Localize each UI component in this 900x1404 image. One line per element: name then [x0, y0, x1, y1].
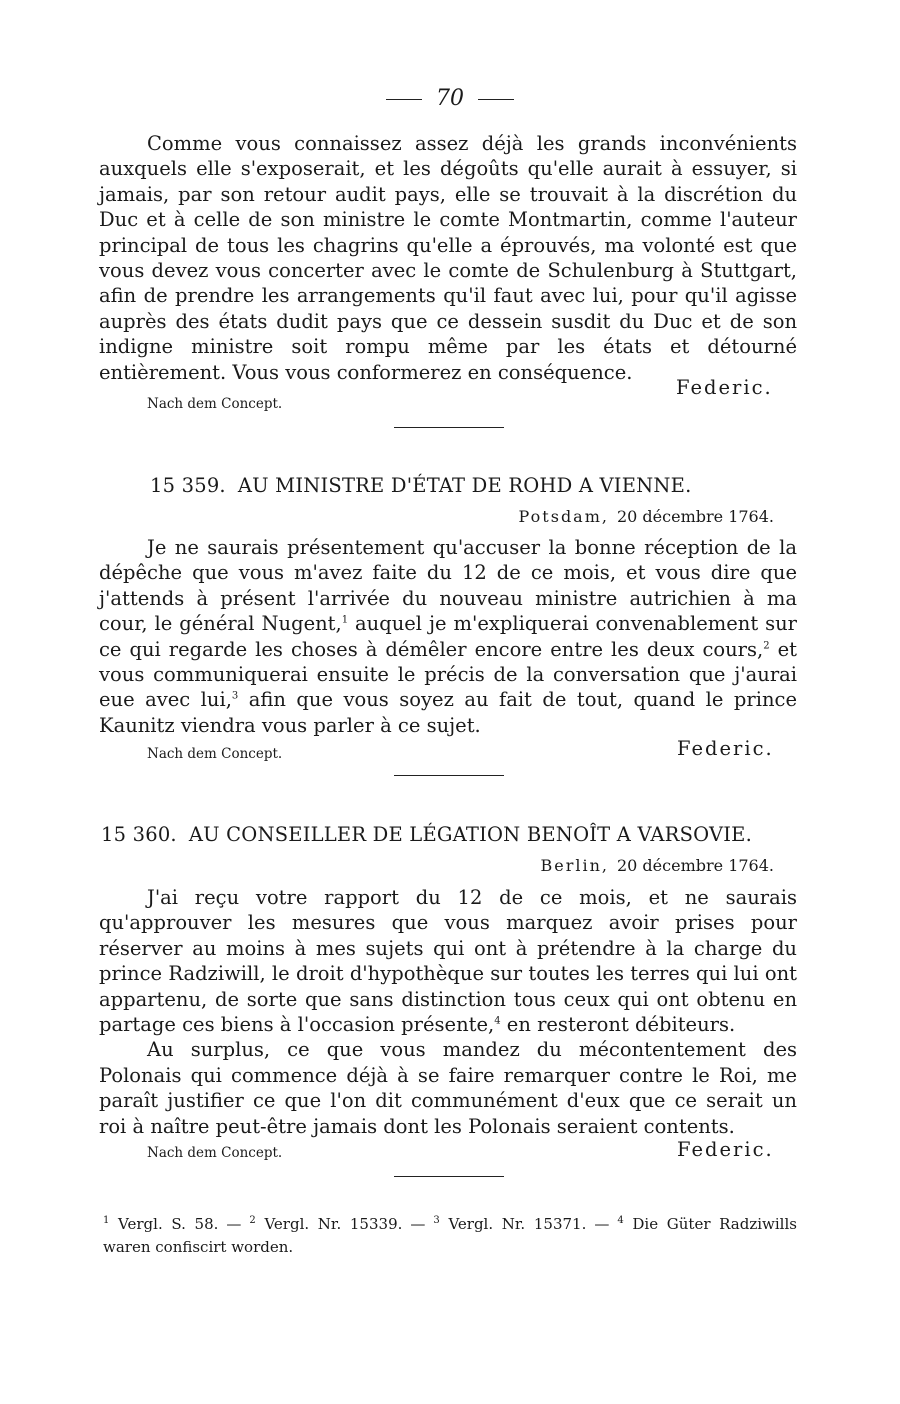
- footnote-text: Vergl. Nr. 15339.: [264, 1215, 403, 1233]
- page-number-text: 70: [436, 86, 464, 111]
- footnote-text: Die Güter Radziwills waren confiscirt worden.: [103, 1215, 797, 1256]
- paragraph-text: Je ne saurais présentement qu'accuser la bonne réception de la dépêche que vous m'avez faite du 12 de ce mois, et vous dire que j'attends à présent l'arrivée du nouveau ministre autrichien à ma cour, le général Nugent,: [99, 536, 797, 636]
- footnote-ref: 2: [763, 640, 770, 652]
- paragraph-text: J'ai reçu votre rapport du 12 de ce mois, et ne saurais qu'approuver les mesures que vous marquez avoir prises pour réserver au moins à mes sujets qui ont à prétendre à la charge du prince Radziwill, le droit d'hypothèque sur toutes les terres qui lui ont appartenu, de sorte que sans distinction tous ceux qui ont obtenu en partage ces biens à l'occasion présente,: [99, 886, 797, 1037]
- letter-heading: [150, 474, 848, 497]
- letter-continuation-paragraph: Comme vous connaissez assez déjà les grands inconvénients auxquels elle s'exposerait, et les dégoûts qu'elle aurait à essuyer, si jamais, par son retour audit pays, elle se trouvait à la discrétion du Duc et à celle de son ministre le comte Montmartin, comme l'auteur principal de tous les chagrins qu'elle a éprouvés, ma volonté est que vous devez vous concerter avec le comte de Schulenburg à Stuttgart, afin de prendre les arrangements qu'il faut avec lui, pour qu'il agisse auprès des états dudit pays que ce dessein susdit du Duc et de son indigne ministre soit rompu même par les états et détourné entièrement. Vous vous conformerez en conséquence.: [99, 132, 797, 384]
- letter-body: [99, 535, 797, 738]
- dateline: [540, 856, 774, 875]
- signature: Federic.: [676, 376, 773, 399]
- footnote-divider: [394, 1176, 504, 1177]
- footnote-number: 3: [433, 1215, 440, 1226]
- footnote-text: Vergl. Nr. 15371.: [448, 1215, 587, 1233]
- footnote-ref: 3: [231, 690, 239, 702]
- footnote-separator: —: [594, 1215, 610, 1233]
- source-note: Nach dem Concept.: [147, 396, 283, 412]
- letter-body: [99, 885, 797, 1139]
- letter-continuation: [99, 131, 797, 385]
- footnote-ref: 4: [494, 1015, 501, 1027]
- footnotes: [103, 1213, 797, 1259]
- dateline: [519, 507, 774, 526]
- dateline-place: Berlin,: [540, 856, 609, 875]
- section-divider: [394, 775, 504, 776]
- dateline-place: Potsdam,: [518, 507, 609, 526]
- page-number-dash-left: [386, 99, 422, 100]
- paragraph-text: auquel je m'expliquerai convenablement sur ce qui regarde les choses à démêler encore entre les deux cours,: [99, 612, 797, 661]
- letter-number: 15 359.: [150, 474, 226, 497]
- dateline-date: 20 décembre 1764.: [616, 856, 774, 875]
- footnote-number: 2: [249, 1215, 256, 1226]
- footnote-separator: —: [410, 1215, 426, 1233]
- letter-heading: [101, 823, 799, 846]
- letter-paragraph: [99, 535, 797, 738]
- letter-title: AU CONSEILLER DE LÉGATION BENOÎT A VARSOVIE.: [188, 823, 752, 846]
- source-note: Nach dem Concept.: [147, 1145, 283, 1161]
- signature: Federic.: [677, 1138, 774, 1161]
- footnote-ref: 1: [341, 614, 349, 626]
- letter-number: 15 360.: [101, 823, 177, 846]
- footnote-separator: —: [226, 1215, 242, 1233]
- letter-title: AU MINISTRE D'ÉTAT DE ROHD A VIENNE.: [237, 474, 692, 497]
- page-number-dash-right: [478, 99, 514, 100]
- footnote-number: 1: [103, 1215, 110, 1226]
- section-divider: [394, 427, 504, 428]
- footnote-number: 4: [617, 1215, 624, 1226]
- source-note: Nach dem Concept.: [147, 746, 283, 762]
- letter-paragraph: [99, 885, 797, 1037]
- paragraph-text: et vous communiquerai ensuite le précis de la conversation que j'aurai eue avec lui,: [99, 637, 797, 712]
- paragraph-text: afin que vous soyez au fait de tout, quand le prince Kaunitz viendra vous parler à ce sujet.: [99, 688, 797, 737]
- signature: Federic.: [677, 737, 774, 760]
- letter-paragraph: Au surplus, ce que vous mandez du mécontentement des Polonais qui commence déjà à se faire remarquer contre le Roi, me paraît justifier ce que l'on dit communément d'eux que ce serait un roi à naître peut-être jamais dont les Polonais seraient contents.: [99, 1038, 797, 1138]
- dateline-date: 20 décembre 1764.: [616, 507, 774, 526]
- paragraph-text: en resteront débiteurs.: [500, 1013, 736, 1037]
- page-number: [0, 86, 900, 111]
- footnote-text: Vergl. S. 58.: [118, 1215, 219, 1233]
